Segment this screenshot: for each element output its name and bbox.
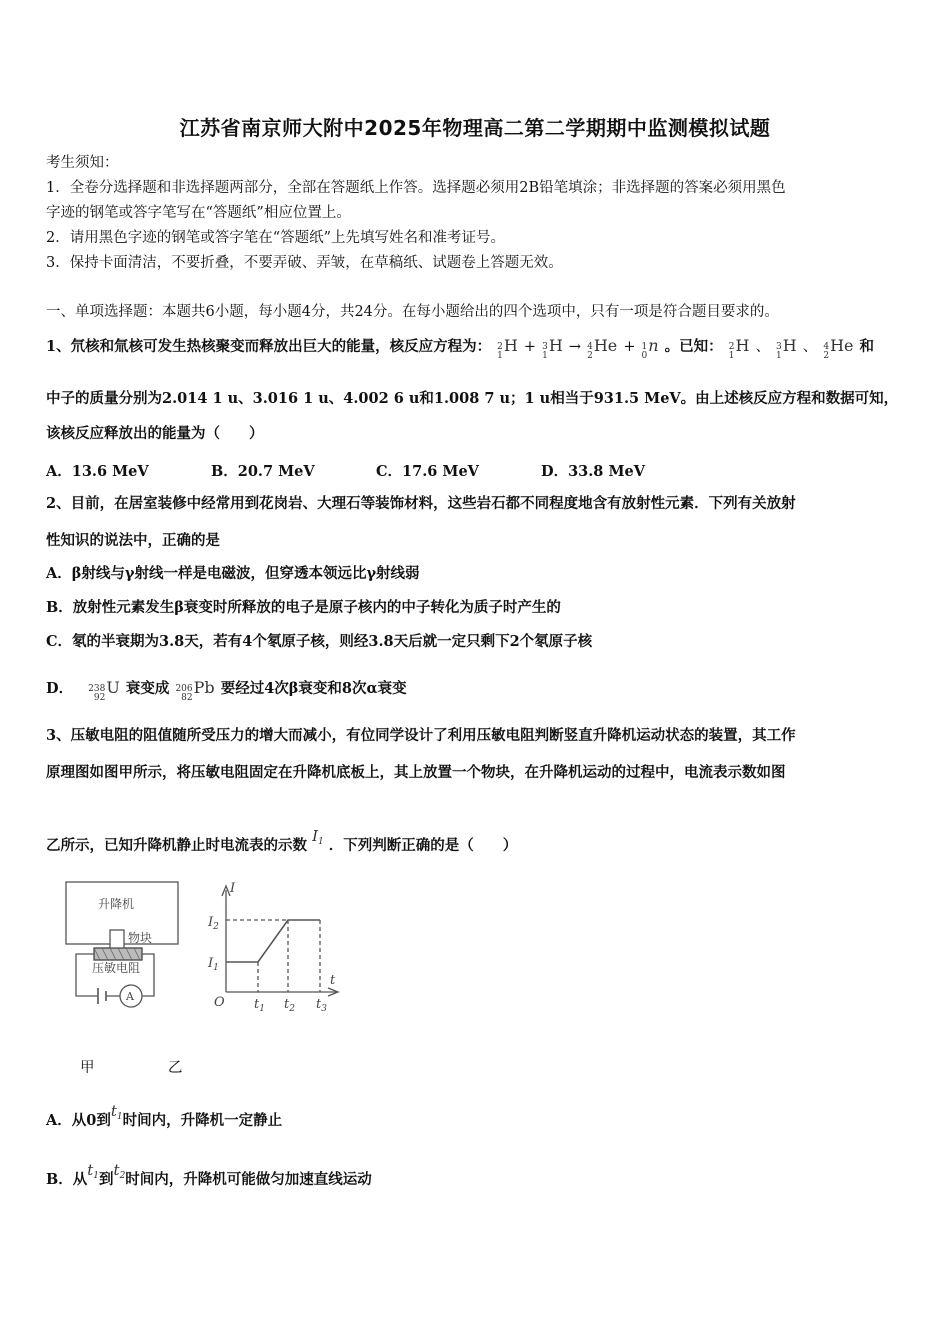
t3-subscript: 3: [321, 1004, 327, 1014]
q1-option-a[interactable]: A．13.6 MeV: [46, 463, 149, 480]
arrow: →: [568, 339, 582, 355]
ammeter-label: A: [126, 990, 134, 1003]
q3-a-end: 时间内，升降机一定静止: [122, 1112, 283, 1129]
q3-a-t-letter: t: [110, 1102, 117, 1120]
nuclide-he: [587, 336, 617, 361]
h3-symbol: H: [548, 336, 563, 355]
h3-z: 1: [542, 351, 548, 361]
h2-mass: 2: [497, 342, 503, 352]
nuclide-pb206: [175, 678, 214, 703]
q2-stem-line1: 2、目前，在居室装修中经常用到花岗岩、大理石等装饰材料，这些岩石都不同程度地含有放射性元素．下列有关放射: [46, 495, 796, 512]
he-symbol: He: [593, 336, 618, 355]
q3-b-t2: [114, 1161, 126, 1179]
sep-1: 、: [755, 339, 770, 355]
q1-stem-line2: 中子的质量分别为2.014 1 u、3.016 1 u、4.002 6 u和1.008 7 u；1 u相当于931.5 MeV。由上述核反应方程和数据可知，: [46, 390, 899, 407]
q1-and: 和: [859, 338, 875, 355]
q1-option-b[interactable]: B．20.7 MeV: [211, 463, 315, 480]
origin-label: O: [214, 995, 225, 1010]
i1-axis-label: [207, 956, 219, 973]
plus-1: +: [523, 339, 537, 355]
h3-mass: 3: [542, 342, 548, 352]
q3-stem-d: ．下列判断正确的是（ ）: [328, 837, 518, 854]
n-z: 0: [641, 351, 648, 361]
block-shape: [110, 930, 124, 948]
q2-d-end: 要经过4次β衰变和8次α衰变: [220, 680, 407, 697]
q3-stem-c: 乙所示，已知升降机静止时电流表的示数: [46, 837, 307, 854]
q3-stem-line1: 3、压敏电阻的阻值随所受压力的增大而减小，有位同学设计了利用压敏电阻判断竖直升降机运动状态的装置，其工作: [46, 727, 796, 744]
n-symbol: n: [648, 336, 659, 355]
h2-z: 1: [497, 351, 503, 361]
q1-stem-a: 1、氘核和氚核可发生热核聚变而释放出巨大的能量，核反应方程为：: [46, 338, 492, 355]
known-h2: [729, 336, 750, 361]
page-title: 江苏省南京师大附中2025年物理高二第二学期期中监测模拟试题: [179, 116, 771, 140]
axis-i-label: I: [230, 881, 236, 896]
q1-known: 。已知：: [664, 338, 723, 355]
q1-option-d[interactable]: D．33.8 MeV: [541, 463, 645, 480]
figure-yi-caption: 乙: [168, 1060, 183, 1076]
guide-lines: [226, 920, 320, 992]
q2-option-c[interactable]: C．氡的半衰期为3.8天，若有4个氡原子核，则经3.8天后就一定只剩下2个氡原子核: [46, 633, 593, 650]
t3-label: [316, 997, 327, 1014]
q3-b-t1-subscript: 1: [93, 1171, 100, 1181]
resistor-label: 压敏电阻: [92, 961, 141, 975]
known-he-mass: 4: [823, 342, 830, 352]
t1-label: [254, 997, 265, 1014]
known-h3-mass: 3: [776, 342, 782, 352]
q3-b-t1-letter: t: [87, 1161, 94, 1179]
notice-item-3: 3．保持卡面清洁，不要折叠，不要弄破、弄皱，在草稿纸、试题卷上答题无效。: [46, 255, 563, 271]
sep-2: 、: [802, 339, 818, 355]
block-label: 物块: [128, 931, 153, 945]
q3-b-end: 时间内，升降机可能做匀加速直线运动: [125, 1171, 372, 1188]
known-he: [823, 336, 853, 361]
q3-b-start: B．从: [46, 1171, 88, 1188]
known-h3: [776, 336, 797, 361]
pb-symbol: Pb: [193, 678, 215, 697]
battery-icon: [98, 988, 106, 1004]
i1-axis-subscript: 1: [213, 963, 219, 973]
q3-a-start: A．从0到: [46, 1112, 111, 1129]
u-mass: 238: [88, 684, 106, 694]
q3-b-t2-letter: t: [113, 1161, 120, 1179]
notice-item-1: 1．全卷分选择题和非选择题两部分，全部在答题纸上作答。选择题必须用2B铅笔填涂；非选择题的答案必须用黑色: [46, 180, 786, 196]
q2-d-mid: 衰变成: [125, 680, 170, 697]
i2-label: [207, 915, 219, 932]
q3-figure: [58, 872, 358, 1022]
n-mass: 1: [641, 342, 648, 352]
known-he-z: 2: [823, 351, 830, 361]
he-z: 2: [587, 351, 593, 361]
current-curve: [226, 920, 320, 962]
nuclide-h2: [497, 336, 518, 361]
known-h2-mass: 2: [728, 342, 735, 352]
i2-subscript: 2: [213, 922, 219, 932]
elevator-label: 升降机: [98, 897, 135, 911]
t2-letter: t: [284, 997, 290, 1012]
he-mass: 4: [587, 342, 593, 352]
i2-letter: I: [208, 915, 214, 930]
plus-2: +: [623, 339, 636, 355]
notice-item-2: 2．请用黑色字迹的钢笔或答字笔在“答题纸”上先填写姓名和准考证号。: [46, 230, 506, 246]
q3-b-mid: 到: [99, 1171, 114, 1188]
q2-option-d[interactable]: [46, 678, 910, 703]
q3-stem-line2: 原理图如图甲所示，将压敏电阻固定在升降机底板上，其上放置一个物块，在升降机运动的过程中，电流表示数如图: [46, 764, 786, 781]
notice-heading: 考生须知：: [46, 155, 119, 171]
i1-symbol: [312, 827, 324, 845]
q2-stem-line2: 性知识的说法中，正确的是: [46, 532, 220, 549]
t1-subscript: 1: [259, 1004, 265, 1014]
known-h2-symbol: H: [735, 336, 750, 355]
section-heading: 一、单项选择题：本题共6小题，每小题4分，共24分。在每小题给出的四个选项中，只有一项是符合题目要求的。: [46, 304, 779, 320]
known-h3-z: 1: [776, 351, 782, 361]
q1-option-c[interactable]: C．17.6 MeV: [376, 463, 479, 480]
q3-a-t1: [111, 1102, 123, 1120]
q1-stem-line3: 该核反应释放出的能量为（ ）: [46, 425, 264, 442]
known-h3-symbol: H: [782, 336, 797, 355]
q3-b-t1: [87, 1161, 99, 1179]
q2-option-b[interactable]: B．放射性元素发生β衰变时所释放的电子是原子核内的中子转化为质子时产生的: [46, 599, 561, 616]
i1-letter: I: [312, 827, 318, 845]
known-h2-z: 1: [728, 351, 735, 361]
pb-mass: 206: [175, 684, 193, 694]
q3-stem-line3: [46, 826, 910, 856]
i1-subscript: 1: [318, 837, 324, 847]
t3-letter: t: [316, 997, 322, 1012]
axis-t-label: t: [330, 973, 336, 988]
u-z: 92: [93, 693, 106, 703]
q2-d-label: D．: [46, 680, 74, 697]
nuclide-n: [642, 336, 659, 361]
figure-jia-caption: 甲: [80, 1060, 95, 1076]
q3-option-b[interactable]: [46, 1160, 910, 1190]
u-symbol: U: [106, 678, 120, 697]
h2-symbol: H: [503, 336, 518, 355]
known-he-symbol: He: [830, 336, 854, 355]
i1-axis-letter: I: [208, 956, 214, 971]
q1-stem-line1: [46, 336, 910, 361]
q3-b-t2-subscript: 2: [119, 1171, 126, 1181]
pb-z: 82: [181, 693, 193, 703]
q2-option-a[interactable]: A．β射线与γ射线一样是电磁波，但穿透本领远比γ射线弱: [46, 565, 420, 582]
t2-label: [284, 997, 295, 1014]
t1-letter: t: [254, 997, 260, 1012]
t2-subscript: 2: [289, 1004, 295, 1014]
current-graph-yi: [222, 886, 338, 996]
q3-option-a[interactable]: [46, 1101, 910, 1131]
q3-a-t-subscript: 1: [116, 1112, 123, 1122]
notice-item-1-cont: 字迹的钢笔或答字笔写在“答题纸”相应位置上。: [46, 205, 351, 221]
nuclide-u238: [88, 678, 120, 703]
nuclide-h3: [542, 336, 563, 361]
